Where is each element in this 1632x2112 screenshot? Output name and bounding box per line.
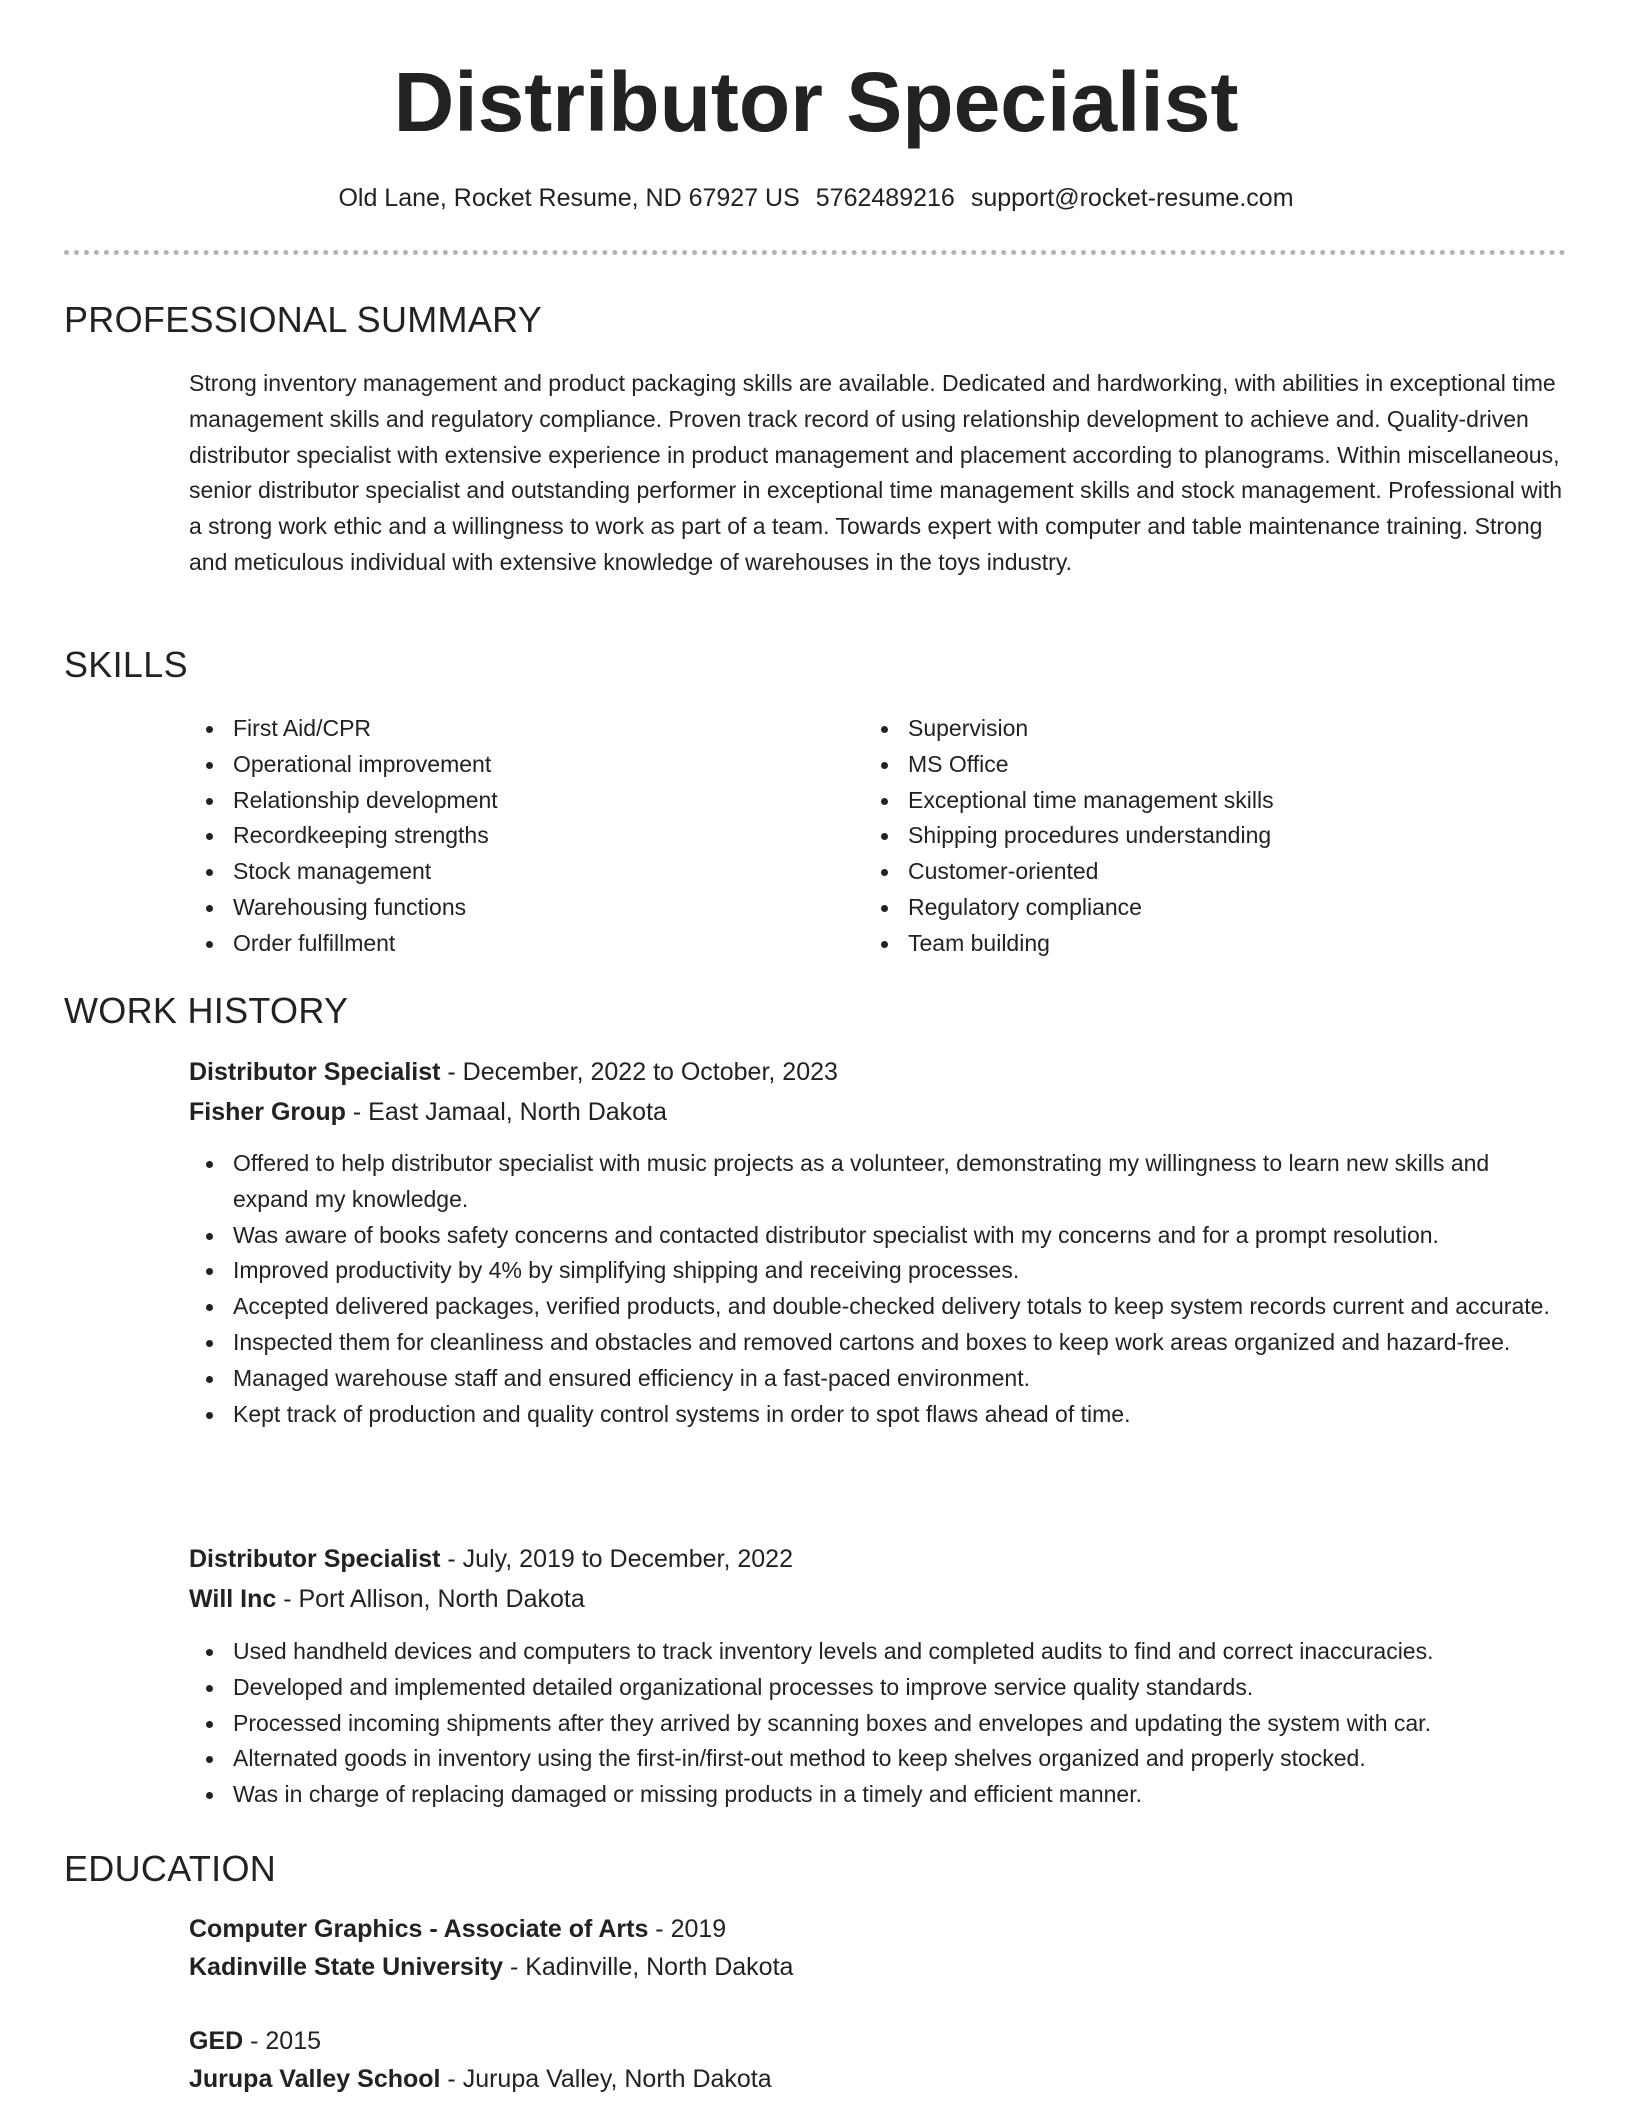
skill-item: Supervision [864,711,1564,747]
job-bullet: Improved productivity by 4% by simplifying shipping and receiving processes. [189,1253,1569,1289]
job-bullet: Processed incoming shipments after they arrived by scanning boxes and envelopes and updating the system with car. [189,1706,1569,1742]
job-dates: - July, 2019 to December, 2022 [440,1545,793,1573]
job-dates: - December, 2022 to October, 2023 [440,1058,838,1086]
summary-heading: PROFESSIONAL SUMMARY [64,299,543,340]
skill-item: Recordkeeping strengths [189,818,829,854]
skill-item: Stock management [189,854,829,890]
job-bullets [189,1146,1569,1432]
education-heading: EDUCATION [64,1848,277,1889]
education-year: - 2019 [648,1915,727,1943]
education-school-line [189,2061,772,2097]
job-bullet: Used handheld devices and computers to track inventory levels and completed audits to find and correct inaccuracies. [189,1634,1569,1670]
education-school: Jurupa Valley School [189,2065,441,2093]
job-bullet: Was aware of books safety concerns and contacted distributor specialist with my concerns and for a prompt resolution. [189,1218,1569,1254]
job-bullet: Kept track of production and quality control systems in order to spot flaws ahead of time. [189,1397,1569,1433]
contact-email: support@rocket-resume.com [970,184,1294,212]
job-company-line [189,1094,667,1130]
skills-heading: SKILLS [64,644,188,685]
education-degree-line [189,2023,321,2059]
job-location: - Port Allison, North Dakota [276,1585,585,1613]
contact-phone: 5762489216 [815,184,955,212]
job-company: Fisher Group [189,1098,346,1126]
job-bullets [189,1634,1569,1813]
header-divider [64,250,1566,255]
job-bullet: Offered to help distributor specialist with music projects as a volunteer, demonstrating my willingness to learn new skills and expand my knowledge. [189,1146,1569,1218]
job-bullet: Was in charge of replacing damaged or missing products in a timely and efficient manner. [189,1777,1569,1813]
education-year: - 2015 [243,2027,322,2055]
education-degree: GED [189,2027,244,2055]
skill-item: Shipping procedures understanding [864,818,1564,854]
skill-item: Relationship development [189,783,829,819]
resume-name: Distributor Specialist [393,55,1239,149]
job-location: - East Jamaal, North Dakota [345,1098,667,1126]
job-bullet: Accepted delivered packages, verified products, and double-checked delivery totals to keep system records current and accurate. [189,1289,1569,1325]
job-bullet: Developed and implemented detailed organizational processes to improve service quality standards. [189,1670,1569,1706]
job-position: Distributor Specialist [189,1545,441,1573]
job-title-line [189,1054,838,1090]
skill-item: Order fulfillment [189,926,829,962]
job-bullet: Managed warehouse staff and ensured efficiency in a fast-paced environment. [189,1361,1569,1397]
job-bullet: Inspected them for cleanliness and obstacles and removed cartons and boxes to keep work areas organized and hazard-free. [189,1325,1569,1361]
skill-item: MS Office [864,747,1564,783]
education-location: - Kadinville, North Dakota [503,1953,794,1981]
skill-item: Regulatory compliance [864,890,1564,926]
skills-list-left [189,711,829,962]
skill-item: Customer-oriented [864,854,1564,890]
work-heading: WORK HISTORY [64,990,349,1031]
skill-item: Warehousing functions [189,890,829,926]
contact-address: Old Lane, Rocket Resume, ND 67927 US [338,184,800,212]
education-location: - Jurupa Valley, North Dakota [440,2065,772,2093]
contact-line [0,180,1632,216]
job-bullet: Alternated goods in inventory using the first-in/first-out method to keep shelves organized and properly stocked. [189,1741,1569,1777]
job-position: Distributor Specialist [189,1058,441,1086]
job-company: Will Inc [189,1585,277,1613]
education-degree: Computer Graphics - Associate of Arts [189,1915,649,1943]
education-school-line [189,1949,793,1985]
summary-text: Strong inventory management and product packaging skills are available. Dedicated and hardworking, with abilities in exceptional time management skills and regulatory compliance. Proven track record of using relationship development to achieve and. Quality-driven distributor specialist with extensive experience in product management and placement according to planograms. Within miscellaneous, senior distributor specialist and outstanding performer in exceptional time management skills and stock management. Professional with a strong work ethic and a willingness to work as part of a team. Towards expert with computer and table maintenance training. Strong and meticulous individual with extensive knowledge of warehouses in the toys industry. [189,370,1563,575]
skills-list-right [864,711,1564,962]
job-title-line [189,1541,793,1577]
skill-item: Exceptional time management skills [864,783,1564,819]
job-company-line [189,1581,585,1617]
skill-item: First Aid/CPR [189,711,829,747]
skill-item: Team building [864,926,1564,962]
education-school: Kadinville State University [189,1953,504,1981]
skill-item: Operational improvement [189,747,829,783]
education-degree-line [189,1911,726,1947]
